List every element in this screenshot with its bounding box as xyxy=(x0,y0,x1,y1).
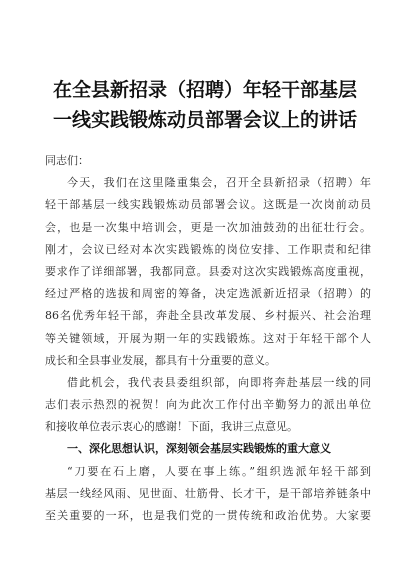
document-title-line-1: 在全县新招录（招聘）年轻干部基层 xyxy=(52,79,357,101)
paragraph-line: 和接收单位表示衷心的感谢！下面，我讲三点意见。 xyxy=(45,420,298,434)
paragraph-line: 经过严格的选拔和周密的筹备，决定选派新近招录（招聘）的 xyxy=(45,287,371,301)
greeting: 同志们： xyxy=(45,154,89,167)
paragraph-line: 刚才，会议已经对本次实践锻炼的岗位安排、工作职责和纪律 xyxy=(45,242,371,256)
paragraph-line: 等关键领域，开展为期一年的实践锻炼。这对于年轻干部个人 xyxy=(45,331,371,345)
paragraph-line: 借此机会，我代表县委组织部，向即将奔赴基层一线的同 xyxy=(67,375,371,389)
paragraph-line: 会，也是一次集中培训会，更是一次加油鼓劲的出征壮行会。 xyxy=(45,220,371,234)
paragraph-line: 今天，我们在这里隆重集会，召开全县新招录（招聘）年 xyxy=(67,176,371,190)
paragraph-line: 86名优秀年轻干部，奔赴全县改革发展、乡村振兴、社会治理 xyxy=(45,309,371,323)
speech-body xyxy=(45,150,371,527)
paragraph-line: 轻干部基层一线实践锻炼动员部署会议。这既是一次岗前动员 xyxy=(45,198,371,212)
section-heading: 一、深化思想认识，深刻领会基层实践锻炼的重大意义 xyxy=(67,442,331,456)
paragraph-line: “刀要在石上磨，人要在事上练。”组织选派年轻干部到 xyxy=(67,464,371,478)
paragraph-line: 志们表示热烈的祝贺！向为此次工作付出辛勤努力的派出单位 xyxy=(45,398,371,412)
paragraph-line: 要求作了详细部署，我都同意。县委对这次实践锻炼高度重视， xyxy=(45,264,371,278)
paragraph-line: 基层一线经风雨、见世面、壮筋骨、长才干，是干部培养链条中 xyxy=(45,486,371,500)
paragraph-line: 成长和全县事业发展，都具有十分重要的意义。 xyxy=(45,353,276,367)
paragraph-line: 至关重要的一环，也是我们党的一贯传统和政治优势。大家要 xyxy=(45,509,371,522)
document-title-line-2: 一线实践锻炼动员部署会议上的讲话 xyxy=(52,109,357,131)
